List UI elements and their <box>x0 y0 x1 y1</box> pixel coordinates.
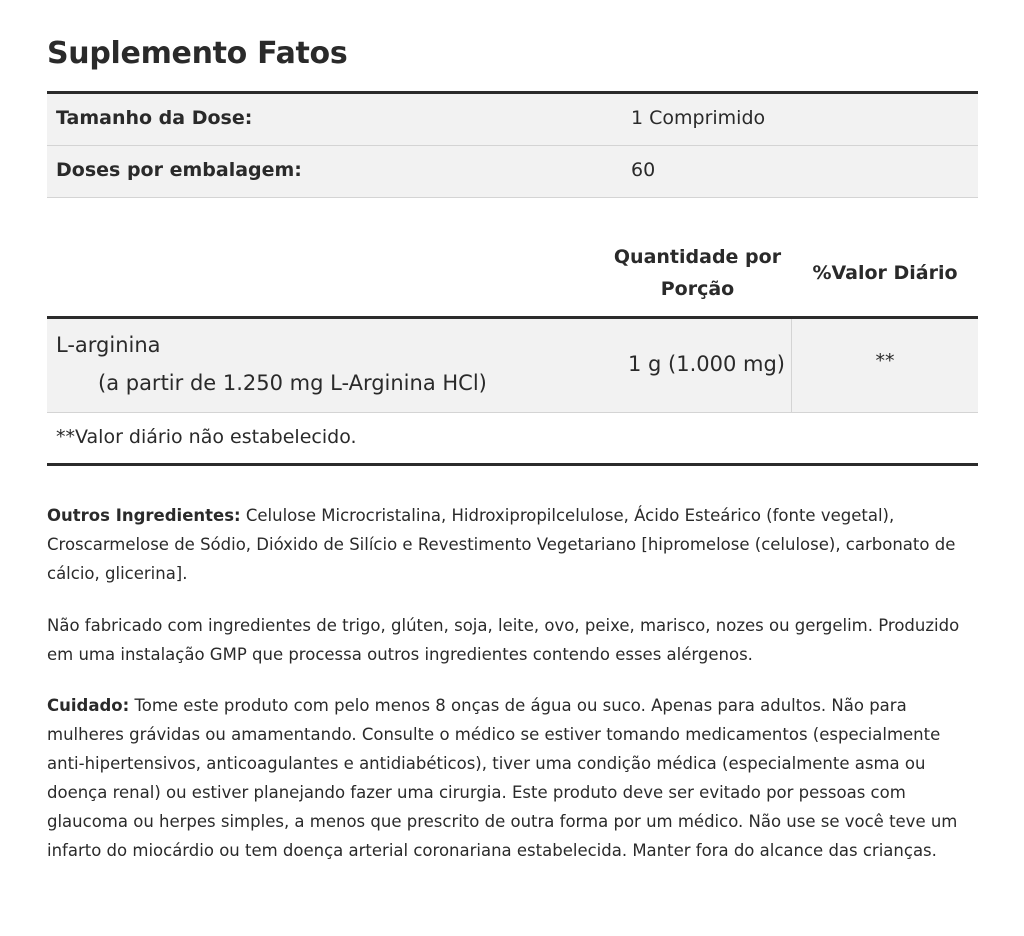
allergen-paragraph: Não fabricado com ingredientes de trigo, glúten, soja, leite, ovo, peixe, marisco, nozes ou gergelim. Produzido em uma instalação GMP que processa outros ingredientes contendo esses alérgenos. <box>47 616 960 664</box>
ingredient-source: (a partir de 1.250 mg L-Arginina HCl) <box>98 371 487 395</box>
serving-size-label: Tamanho da Dose: <box>56 107 253 129</box>
amount-header-line1: Quantidade por <box>613 246 782 268</box>
caution-paragraph <box>47 691 982 865</box>
serving-block-bottom-divider <box>47 197 978 198</box>
amount-per-serving-header <box>605 241 790 305</box>
other-ingredients-paragraph <box>47 501 982 588</box>
servings-per-container-value: 60 <box>631 159 656 181</box>
ingredient-name: L-arginina <box>56 333 161 357</box>
ingredient-amount: 1 g (1.000 mg) <box>627 352 785 376</box>
serving-row-divider <box>47 145 978 146</box>
ingredient-daily-value: ** <box>875 350 895 372</box>
page-title: Suplemento Fatos <box>47 36 348 71</box>
caution-label: Cuidado: <box>47 696 130 715</box>
ingredient-row-divider <box>47 412 978 413</box>
servings-per-container-label: Doses por embalagem: <box>56 159 302 181</box>
other-ingredients-label: Outros Ingredientes: <box>47 506 241 525</box>
amount-header-line2: Porção <box>660 278 735 300</box>
caution-text: Tome este produto com pelo menos 8 onças de água ou suco. Apenas para adultos. Não para mulheres grávidas ou amamentando. Consulte o médico se estiver tomando medicamentos (especialmente anti-hipertensivos, anticoagulantes e antidiabéticos), tiver uma condição médica (especialmente asma ou doença renal) ou estiver planejando fazer uma cirurgia. Este produto deve ser evitado por pessoas com glaucoma ou herpes simples, a menos que prescrito de outra forma por um médico. Não use se você teve um infarto do miocárdio ou tem doença arterial coronariana estabelecida. Manter fora do alcance das crianças. <box>47 696 958 860</box>
other-ingredients-text: Celulose Microcristalina, Hidroxipropilcelulose, Ácido Esteárico (fonte vegetal), Croscarmelose de Sódio, Dióxido de Silício e Revestimento Vegetariano [hipromelose (celulose), carbonato de cálcio, glicerina]. <box>47 506 956 583</box>
serving-size-value: 1 Comprimido <box>631 107 766 129</box>
table-bottom-divider <box>47 463 978 466</box>
daily-value-footnote: **Valor diário não estabelecido. <box>56 426 357 448</box>
daily-value-header: %Valor Diário <box>812 262 958 284</box>
